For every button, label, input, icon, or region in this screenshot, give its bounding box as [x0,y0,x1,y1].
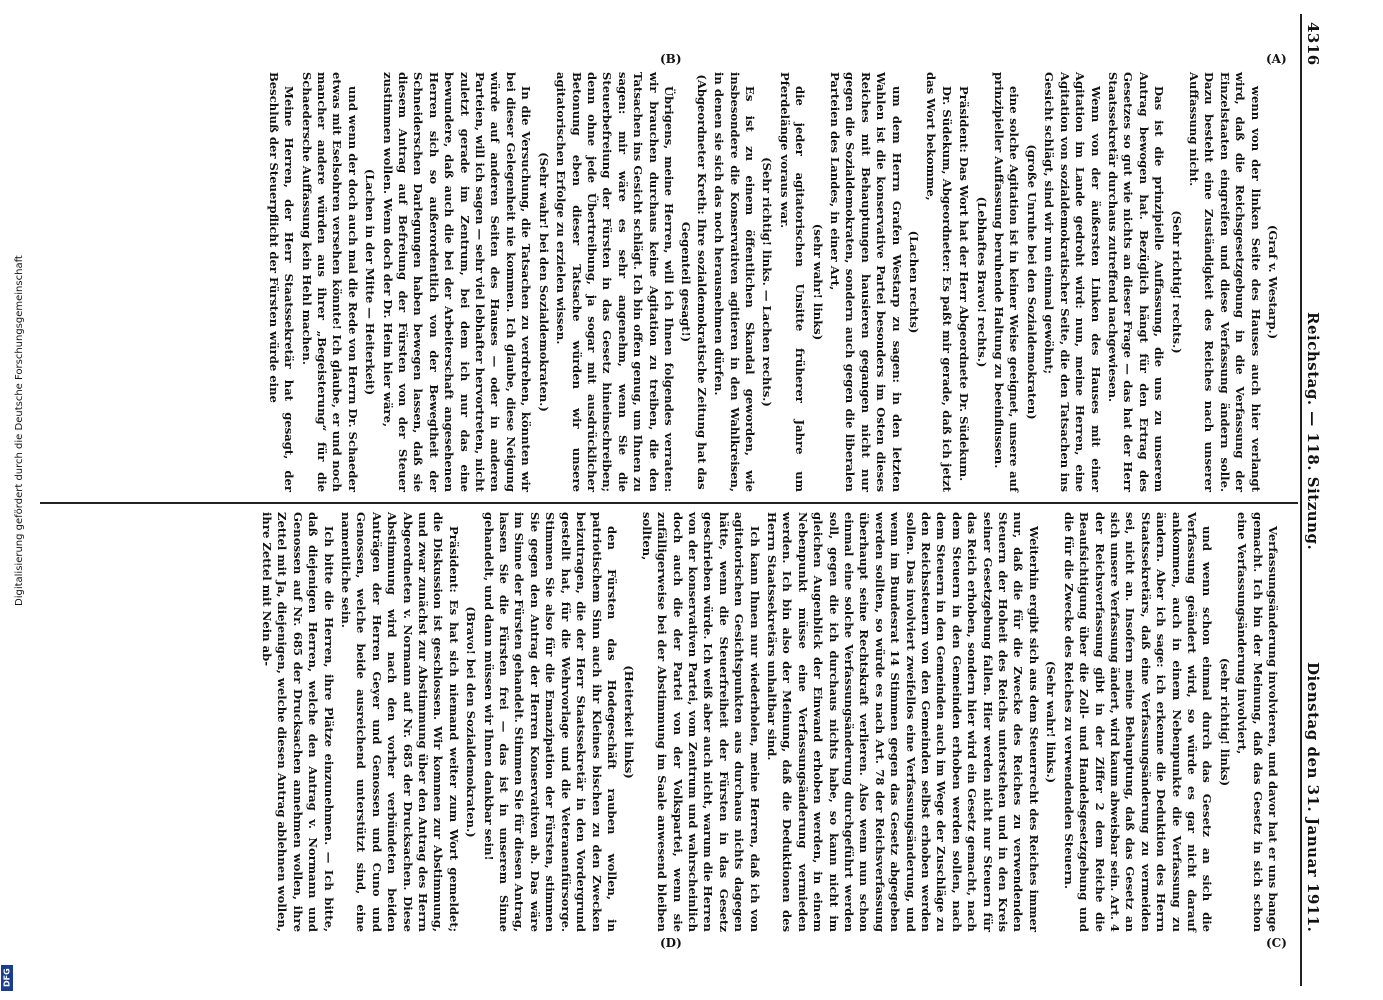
interjection: (Abgeordneter Kreth: Ihre sozialdemokratische Zeitung hat das Gegenteil gesagt!) [679,74,709,490]
text-paragraph: um dem Herrn Grafen Westarp zu sagen: in den letzten Wahlen ist die konservative Partei besonders im Osten dieses Reiches mit Behauptungen hausieren gegangen nicht nur gegen die Sozialdemokraten, sondern auch gegen die liberalen Parteien des Landes, in einer Art, [828,72,904,492]
column-divider [40,502,1298,504]
digitization-credit: Digitalisierung gefördert durch die Deutsche Forschungsgemeinschaft [14,255,25,606]
session-title: Reichstag. — 118. Sitzung. [1304,312,1322,551]
speaker-paragraph: Präsident: Das Wort hat der Herr Abgeordnete Dr. Südekum. [957,86,972,482]
interjection: (Bravo! bei den Sozialdemokraten.) [464,606,479,838]
text-paragraph: Das ist die prinzipielle Auffassung, die uns zu unserem Antrag bewogen hat. Bezüglich hängt für den Ertrag des Gesetzes so gut wie nichts an dieser Frage — das hat der Herr Staatssekretär durchaus zutreffend nachgewiesen. [1105,72,1167,492]
text-paragraph: wenn von der linken Seite des Hauses auch hier verlangt wird, daß die Reichsgesetzgebung in die Verfassung der Einzelstaaten eingreifen und diese Verfassung ändern solle. Dazu besteht eine Zuständigkeit des Reiches nach unserer Auffassung nicht. [1186,72,1263,492]
text-paragraph: In die Versuchung, die Tatsachen zu verdrehen, könnten wir bei dieser Gelegenheit nie kommen. Ich glaube, diese Neigung würde auf anderen Seiten des Hauses — oder in anderen Parteien, will ich sagen — sehr viel lebhafter hervortreten, nicht zuletzt gerade im Zentrum, bei dem ich nur das eine bewundere, daß auch die bei der Arbeiterschaft angesehenen Herren sich so außerordentlich von der Bewegtheit der Schneiderschen Darlegungen haben bewegen lassen, daß sie diesem Antrag auf Befreiung der Fürsten von der Steuer zustimmen wollen. Wenn doch der Dr. Heim hier wäre, [380,72,534,492]
text-paragraph: eine solche Agitation ist in keiner Weise geeignet, unsere auf prinzipieller Auffassung beruhende Haltung zu beeinflussen. [992,72,1022,492]
margin-marker-d: (D) [660,936,682,950]
text-paragraph: Ich kann Ihnen nur wiederholen, meine Herren, daß ich von agitatorischen Gesichtspunkten aus durchaus nichts dagegen hätte, wenn die Steuerfreiheit der Fürsten in das Gesetz geschrieben würde. Ich weiß aber auch nicht, warum die Herren von der konservativen Partei, vom Zentrum und wahrscheinlich doch auch die der Partei von der Volkspartei, wenn sie zufälligerweise bei der Abstimmung im Saale anwesend bleiben sollten, [639,512,762,932]
interjection: (sehr richtig! links) [1217,657,1232,787]
text-paragraph: Weiterhin ergibt sich aus dem Steuerrecht des Reiches immer nur, daß die für die Zwecke des Reiches zu verwendenden Steuern der Hoheit des Reichs unterstehen und in den Kreis seiner Gesetzgebung fallen. Hier werden nicht nur Steuern für das Reich erhoben, sondern hier wird ein Gesetz gemacht, nach dem Steuern in den Gemeinden erhoben werden sollen, nach dem Steuern in den Gemeinden auch im Wege der Zuschläge zu den Reichssteuern von den Gemeinden selbst erhoben werden sollen. Das involviert zweifellos eine Verfassungsänderung, und wenn im Bundesrat 14 Stimmen gegen das Gesetz abgegeben werden sollten, so würde es nach Art. 78 der Reichsverfassung überhaupt seine Rechtskraft verlieren. Also wenn nun schon einmal eine solche Verfassungsänderung durchgeführt werden soll, gegen die ich durchaus nichts habe, so kann nicht im gleichen Augenblick der Einwand erhoben werden, in einem Nebenpunkt müsse eine Verfassungsänderung vermieden werden. Ich bin also der Meinung, daß die Deduktionen des Herrn Staatssekretärs unhaltbar sind. [765,512,1041,932]
text-paragraph: Übrigens, meine Herren, will ich Ihnen folgendes verraten: wir brauchen durchaus keine Agitation zu treiben, die den Tatsachen ins Gesicht schlägt. Ich bin offen genug, um Ihnen zu sagen: mir wäre es sehr angenehm, wenn Sie die Steuerbefreiung der Fürsten in das Gesetz hineinschreiben; denn ohne jede Übertreibung, ja sogar mit ausdrücklicher Betonung eben dieser Tatsache würden wir unsere agitatorischen Erfolge zu erzielen wissen. [554,72,676,492]
text-paragraph: Wenn von der äußersten Linken des Hauses mit einer Agitation im Lande gedroht wird: nun, meine Herren, eine Agitation von sozialdemokratischer Seite, die den Tatsachen ins Gesicht schlägt, sind wir nun einmal gewöhnt; [1042,72,1103,492]
interjection: (sehr wahr! links) [810,223,825,341]
margin-marker-c: (C) [1266,936,1287,950]
interjection: (große Unruhe bei den Sozialdemokraten) [1024,144,1039,420]
session-date: Dienstag den 31. Januar 1911. [1304,662,1322,933]
margin-marker-b: (B) [660,52,682,66]
right-text-column [46,512,1280,932]
speaker-paragraph: Dr. Südekum, Abgeordneter: Es paßt mir gerade, daß ich jetzt das Wort bekomme, [924,72,954,492]
interjection: (Sehr richtig! links. — Lachen rechts.) [760,157,775,407]
dfg-logo [1,965,13,991]
text-paragraph: den Fürsten das Hodegeschäft rauben wollen, in patriotischem Sinn auch ihr Kleines bischen zu den Zwecken beizutragen, die der Herr Staatssekretär in den Vordergrund gestellt hat, für die Wehrvorlage und die Veteranenfürsorge. Stimmen Sie also für die Emanzipation der Fürsten, stimmen Sie gegen den Antrag der Herren Konservativen ab. Das wäre im Sinne der Fürsten gehandelt. Stimmen Sie für diesen Antrag, lassen Sie die Fürsten frei — das ist in unserem Sinne gehandelt, und dann müssen wir Ihnen dankbar sein! [481,512,619,932]
digitization-sidebar [0,0,25,1000]
text-paragraph: Verfassungsänderung involvieren, und davor hat er uns bange gemacht. Ich bin der Meinung, daß das Gesetz in sich schon eine Verfassungsänderung involviert, [1235,512,1280,932]
margin-marker-a: (A) [1266,52,1287,66]
page-number: 4316 [1304,22,1322,66]
interjection: (Sehr wahr! links.) [1044,660,1059,784]
interjection: (Sehr richtig! rechts.) [1169,210,1184,354]
running-header [1304,22,1383,933]
interjection: (Graf v. Westarp.) [1266,224,1280,340]
header-rule [1300,14,1302,986]
text-paragraph: und wenn der doch auch mal die Rede von Herrn Dr. Schaeder etwas mit Eselsohren versehen könnte! Ich glaube, er und noch mancher andere würden aus ihrer „Begeisterung“ für die Schaedersche Auffassung kein Hehl machen. [299,72,360,492]
interjection: (Lachen rechts) [907,230,922,334]
dfg-logo-text: DFG [2,968,12,988]
interjection: (Heiterkeit links) [622,665,637,779]
text-paragraph: die jeder agitatorischen Unsitte früherer Jahre um Pferdelänge voraus war. [777,72,808,492]
text-paragraph: Es ist zu einem öffentlichen Skandal geworden, wie insbesondere die Konservativen agitieren in den Wahlkreisen, in denen sie sich das noch herausnehmen dürfen. [712,72,757,492]
text-paragraph: Meine Herren, der Herr Staatssekretär hat gesagt, der Beschluß der Steuerpflicht der Fürsten würde eine [266,72,297,492]
interjection: (Lachen in der Mitte — Heiterkeit) [363,168,378,396]
interjection: (Lebhaftes Bravo! rechts.) [974,196,989,368]
interjection: (Sehr wahr! bei den Sozialdemokraten.) [536,152,551,412]
speaker-paragraph: Präsident: Es hat sich niemand weiter zum Wort gemeldet; die Diskussion ist geschlossen. Wir kommen zur Abstimmung, und zwar zunächst zur Abstimmung über den Antrag des Herrn Abgeordneten v. Normann auf Nr. 685 der Drucksachen. Diese Abstimmung wird nach den vorher verbündeten beiden Anträgen der Herren Geyer und Genossen und Cuno und Genossen, welche beide ausreichend unterstützt sind, eine namentliche sein. [339,512,461,932]
text-paragraph: Ich bitte die Herren, ihre Plätze einzunehmen. — Ich bitte, daß diejenigen Herren, welche den Antrag v. Normann und Genossen auf Nr. 685 der Drucksachen annehmen wollen, ihre Zettel mit Ja, diejenigen, welche diesen Antrag ablehnen wollen, ihre Zettel mit Nein ab- [260,512,336,932]
left-text-column [46,72,1280,492]
text-paragraph: und wenn schon einmal durch das Gesetz an sich die Verfassung geändert wird, so würde es gar nicht darauf ankommen, auch in einem Nebenpunkte die Verfassung zu ändern. Aber ich sage: ich erkenne die Deduktion des Herrn Staatssekretärs, daß eine Verfassungsänderung zu vermeiden sei, nicht an. Insofern meine Behauptung, daß das Gesetz an sich unsere Verfassung ändert, wird kaum abweisbar sein. Art. 4 der Reichsverfassung gibt in der Ziffer 2 dem Reiche die Beaufsichtigung über die Zoll- und Handelsgesetzgebung und die für die Zwecke des Reiches zu verwendenden Steuern. [1061,512,1215,932]
